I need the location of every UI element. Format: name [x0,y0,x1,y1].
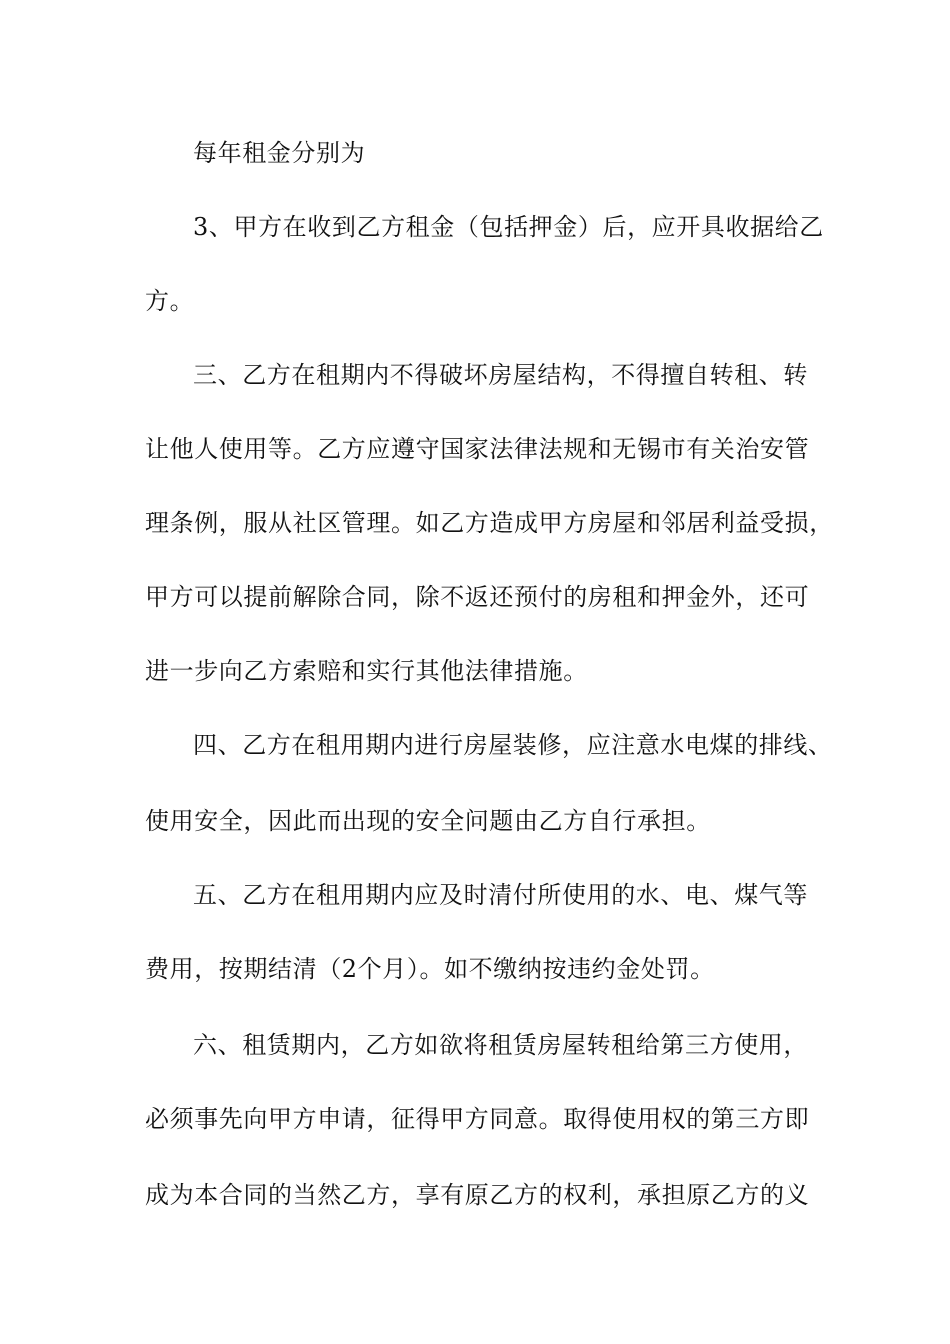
text-line: 进一步向乙方索赔和实行其他法律措施。 [145,657,588,685]
text-line: 甲方可以提前解除合同，除不返还预付的房租和押金外，还可 [145,583,810,611]
text-line: 每年租金分别为 [193,139,366,167]
text-line: 五、乙方在租用期内应及时清付所使用的水、电、煤气等 [193,881,808,909]
text-line: 让他人使用等。乙方应遵守国家法律法规和无锡市有关治安管 [145,435,810,463]
text-line: 方。 [145,287,195,315]
text-line: 理条例，服从社区管理。如乙方造成甲方房屋和邻居利益受损， [145,509,834,537]
text-line: 三、乙方在租期内不得破坏房屋结构，不得擅自转租、转 [193,361,808,389]
text-line: 必须事先向甲方申请，征得甲方同意。取得使用权的第三方即 [145,1105,810,1133]
text-line: 成为本合同的当然乙方，享有原乙方的权利，承担原乙方的义 [145,1181,810,1209]
text-line: 四、乙方在租用期内进行房屋装修，应注意水电煤的排线、 [193,731,833,759]
text-line: 使用安全，因此而出现的安全问题由乙方自行承担。 [145,807,711,835]
text-line: 3、甲方在收到乙方租金（包括押金）后，应开具收据给乙 [193,213,824,241]
text-line: 费用，按期结清（2个月）。如不缴纳按违约金处罚。 [145,955,715,983]
text-line: 六、租赁期内，乙方如欲将租赁房屋转租给第三方使用， [193,1031,808,1059]
